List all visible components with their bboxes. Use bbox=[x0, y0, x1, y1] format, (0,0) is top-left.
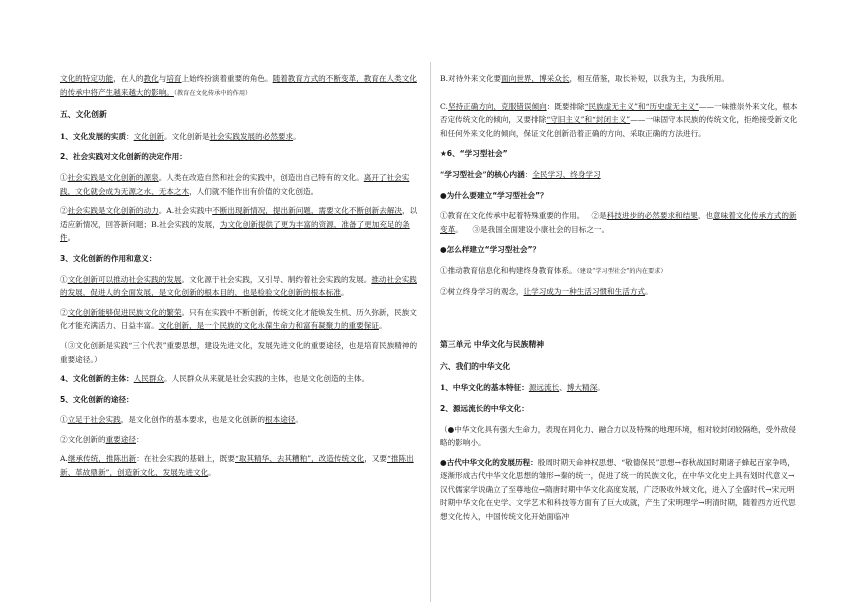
text: 。 bbox=[597, 383, 605, 393]
text: C. bbox=[440, 101, 448, 111]
underlined-text: “守旧主义”和“封闭主义” bbox=[546, 115, 631, 125]
text: ：既要排除 bbox=[546, 101, 585, 111]
underlined-text: “推陈出新、革故鼎新”，创造新文化、发展先进文化 bbox=[60, 454, 414, 478]
item-2-title: 2、社会实践对文化创新的决定作用： bbox=[60, 152, 187, 162]
item-label: 4、文化创新的主体： bbox=[60, 374, 134, 384]
text: ③是我国全面建设小康社会的目标之一。 bbox=[472, 224, 610, 234]
text: 。 bbox=[295, 415, 303, 425]
item-5-title: 5、文化创新的途径： bbox=[60, 394, 134, 404]
text: ① bbox=[60, 415, 68, 425]
how-title: ●怎么样建立“学习型社会”？ bbox=[440, 245, 541, 255]
text: 。 bbox=[208, 468, 216, 478]
text: 。只有在实践中不断创新，传统文化才能焕发生机、历久弥新，民族文化才能充满活力、日益丰富。 bbox=[60, 307, 417, 331]
point-c bbox=[440, 100, 802, 141]
item-5-point-2 bbox=[60, 433, 422, 447]
text: 。人民群众从来就是社会实践的主体，也是文化创造的主体。 bbox=[164, 374, 370, 384]
text: ——一味推崇外来文化，根本否定传统文化的倾向，又要排除 bbox=[440, 101, 798, 125]
underlined-text: “民族虚无主义”和“历史虚无主义” bbox=[584, 101, 699, 111]
text: ① bbox=[60, 274, 68, 284]
text: ，是文化创作的基本要求，也是文化创新的 bbox=[120, 415, 266, 425]
underlined-text: 文化创新能够促进民族文化的繁荣 bbox=[67, 307, 182, 317]
text: ，相互借鉴，取长补短，以我为主，为我所用。 bbox=[569, 74, 729, 83]
text: 。文化源于社会实践，又引导、制约着社会实践的发展。 bbox=[181, 274, 372, 284]
note-text: （建设“学习型社会”的内在要求） bbox=[576, 267, 667, 275]
text: ② bbox=[60, 307, 68, 317]
point-b bbox=[440, 72, 802, 86]
underlined-text: 不断出现新情况，提出新问题，需要文化不断创新去解决 bbox=[212, 206, 403, 216]
text: 。文化创新是 bbox=[164, 131, 210, 141]
underlined-text: 继承传统，推陈出新 bbox=[67, 454, 137, 464]
core-meaning bbox=[440, 168, 802, 182]
underlined-text: 培育 bbox=[166, 74, 182, 83]
feature-2-title: 2、源远流长的中华文化： bbox=[440, 403, 529, 413]
item-label: 1、中华文化的基本特征： bbox=[440, 383, 529, 393]
text: ，在人的 bbox=[113, 74, 144, 83]
underlined-text: 文化创新可以推动社会实践的发展 bbox=[67, 274, 182, 284]
note-text: （教育在文化传承中的作用） bbox=[173, 89, 252, 97]
text: 上始终扮演着重要的角色。 bbox=[181, 74, 273, 83]
underlined-text: 文化的特定功能 bbox=[60, 74, 114, 83]
item-3-title: 3、文化创新的作用和意义： bbox=[60, 253, 157, 263]
underlined-text: 社会实践发展的必然要求 bbox=[209, 131, 294, 141]
underlined-text: 社会实践是文化创新的动力 bbox=[67, 206, 159, 216]
left-column bbox=[60, 72, 422, 486]
item-3-point-1 bbox=[60, 273, 422, 300]
text: A. bbox=[60, 454, 68, 464]
text: B.对待外来文化要 bbox=[440, 74, 502, 83]
section-title: 六、我们的中华文化 bbox=[440, 361, 511, 371]
text: ②是 bbox=[591, 211, 607, 221]
feature-1 bbox=[440, 381, 802, 395]
text: 。 bbox=[455, 224, 463, 234]
text: 。A.社会实践中 bbox=[158, 206, 213, 216]
item-2-point-1 bbox=[60, 171, 422, 198]
how-point-1 bbox=[440, 264, 802, 279]
feature-2-point-2 bbox=[440, 456, 802, 524]
item-label: ●古代中华文化的发展历程： bbox=[440, 457, 538, 467]
right-column bbox=[440, 72, 802, 530]
text: ： bbox=[524, 169, 533, 179]
underlined-text: “取其精华、去其糟粕”，改造传统文化 bbox=[234, 454, 365, 464]
underlined-text: 立足于社会实践 bbox=[67, 415, 121, 425]
intro-paragraph bbox=[60, 72, 422, 100]
how-point-2 bbox=[440, 285, 802, 299]
item-4 bbox=[60, 372, 422, 386]
item-label: 1、文化发展的实质 bbox=[60, 131, 127, 141]
text: ②文化创新的 bbox=[60, 434, 106, 444]
underlined-text: 随着教育方式的不断变革，教育在人类文化的传承中将产生越来越大的影响。 bbox=[60, 74, 417, 97]
text: ②树立终身学习的观念， bbox=[440, 286, 524, 296]
underlined-text: 源远流长 bbox=[528, 383, 560, 393]
underlined-text: 坚持正确方向，克服错误倾向 bbox=[447, 101, 547, 111]
text: 殷周时期天命神权思想、“敬德保民”思想→春秋战国时期诸子蜂起百家争鸣，逐渐形成古代中华文化思想的雏形→秦的统一，促进了统一的民族文化，在中华文化史上具有划时代意义→汉代儒家学说确立了至尊地位→隋唐时期中华文化高度发展，广泛吸收外域文化，进入了全盛时代→宋元明时期中华文化在史学、文学艺术和科技等方面有了巨大成就，产生了宋明理学→明清时期，随着西方近代思想文化传入，中国传统文化开始面临冲 bbox=[440, 457, 796, 522]
text: ： bbox=[126, 131, 134, 141]
item-3-point-3: （③文化创新是实践“三个代表”重要思想，建设先进文化，发展先进文化的重要途径，也是培育民族精神的重要途径。） bbox=[60, 340, 418, 364]
underlined-text: 离开了社会实践，文化就会成为无源之水、无本之木 bbox=[60, 172, 410, 196]
underlined-text: 文化创新 bbox=[133, 131, 165, 141]
text: ① bbox=[60, 172, 68, 182]
underlined-text: 科技进步的必然要求和结果 bbox=[606, 211, 698, 221]
feature-2-point-1: （●中华文化具有强大生命力，表现在同化力、融合力以及特殊的地理环境，相对较封闭较隔绝，受外敌侵略的影响小。 bbox=[440, 424, 796, 448]
text: ，也 bbox=[697, 211, 714, 221]
why-title: ●为什么要建立“学习型社会”？ bbox=[440, 190, 548, 200]
text: ①教育在文化传承中起着特殊重要的作用。 bbox=[440, 211, 585, 221]
underlined-text: 推动社会实践的发展，促进人的全面发展，是文化创新的根本目的，也是检验文化创新的根本标准 bbox=[60, 274, 417, 298]
item-6-title: ★6、“学习型社会” bbox=[440, 149, 508, 159]
text: 与 bbox=[158, 74, 167, 83]
text: ，人们就不能作出有价值的文化创造。 bbox=[189, 186, 319, 196]
underlined-text: 根本途径 bbox=[265, 415, 296, 425]
item-label: “学习型社会”的核心内涵 bbox=[440, 169, 525, 179]
underlined-text: 社会实践是文化创新的源泉 bbox=[67, 172, 159, 182]
underlined-text: 博大精深 bbox=[566, 383, 598, 393]
text: 。人类在改造自然和社会的实践中，创造出自己特有的文化。 bbox=[158, 172, 364, 182]
why-points bbox=[440, 209, 802, 236]
underlined-text: 让学习成为一种生活习惯和生活方式 bbox=[523, 286, 646, 296]
underlined-text: 意味着文化传承方式的新变革 bbox=[440, 211, 797, 234]
underlined-text: 全民学习、终身学习 bbox=[532, 169, 601, 179]
underlined-text: 教化 bbox=[143, 74, 159, 83]
item-3-point-2 bbox=[60, 306, 422, 333]
text: 。 bbox=[340, 288, 349, 298]
text: ，以适应新情况，回答新问题；B.社会实践的发展， bbox=[60, 206, 418, 229]
text: 、 bbox=[559, 383, 567, 393]
text: ：在社会实践的基础上，既要 bbox=[136, 454, 235, 464]
text: 。 bbox=[67, 233, 76, 243]
text: ： bbox=[135, 434, 144, 444]
underlined-text: 人民群众 bbox=[133, 374, 165, 384]
column-divider bbox=[430, 62, 431, 602]
underlined-text: 为文化创新提供了更为丰富的资源，准备了更加充足的条件 bbox=[60, 219, 410, 243]
text: ，又要 bbox=[364, 454, 388, 464]
underlined-text: 重要途径 bbox=[105, 434, 136, 444]
text: ——一味固守本民族的传统文化，拒绝接受新文化和任何外来文化的倾向，保证文化创新沿着正确的方向、采取正确的方法进行。 bbox=[440, 115, 798, 138]
item-1 bbox=[60, 130, 422, 144]
text: 。 bbox=[378, 321, 387, 331]
item-5-point-3 bbox=[60, 452, 422, 479]
text: 。 bbox=[645, 286, 653, 296]
section-title: 五、文化创新 bbox=[60, 110, 107, 120]
text: ①推动教育信息化和构建终身教育体系。 bbox=[440, 265, 577, 275]
text: ② bbox=[60, 206, 68, 216]
unit-title: 第三单元 中华文化与民族精神 bbox=[440, 340, 545, 350]
item-2-point-2 bbox=[60, 204, 422, 245]
underlined-text: 面向世界，博采众长 bbox=[501, 74, 570, 83]
text: 。 bbox=[293, 131, 301, 141]
item-5-point-1 bbox=[60, 413, 422, 427]
underlined-text: 文化创新，是一个民族的文化永葆生命力和富有凝聚力的重要保证 bbox=[158, 321, 379, 331]
